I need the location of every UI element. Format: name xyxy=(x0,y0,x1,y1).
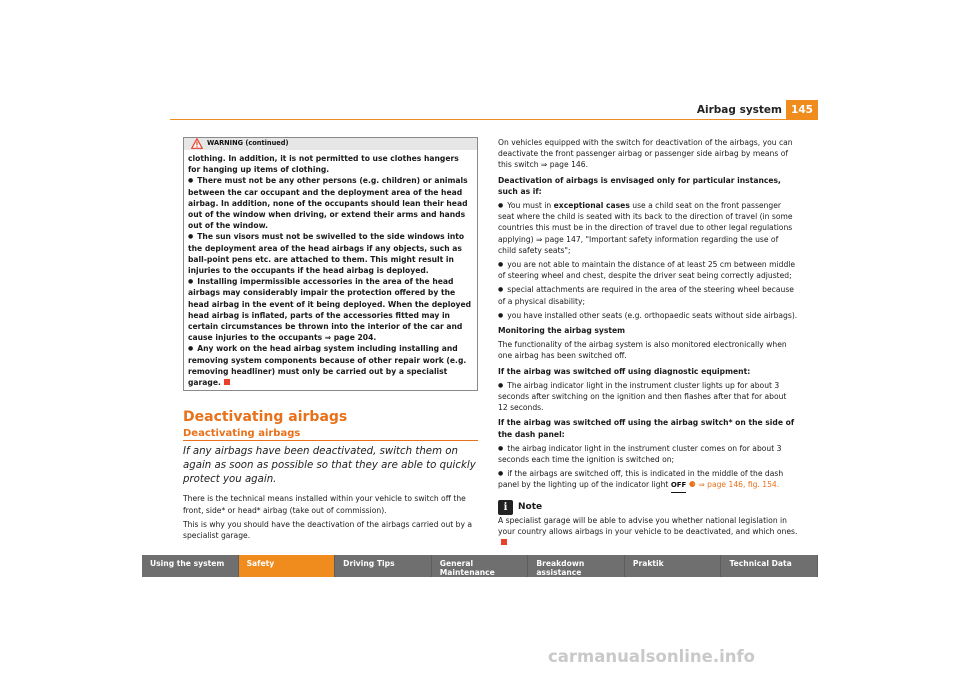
header-rule xyxy=(170,119,818,120)
bold-heading: If the airbag was switched off using diagnostic equipment: xyxy=(498,366,751,376)
list-item: ● you are not able to maintain the distance of at least 25 cm between middle of steering wheel and chest, despite the driver seat being correctly adjusted; xyxy=(498,259,798,281)
bold-heading: Monitoring the airbag system xyxy=(498,326,626,336)
list-item xyxy=(498,200,798,256)
list-item: ● the airbag indicator light in the instrument cluster comes on for about 3 seconds each time the ignition is switched on; xyxy=(498,443,798,465)
note-label: Note xyxy=(518,502,543,513)
footer-nav xyxy=(142,555,818,577)
note-paragraph xyxy=(498,515,798,549)
list-item xyxy=(498,468,798,492)
lead-text: If any airbags have been deactivated, switch them on again as soon as possible so that they are able to quickly protect you again. xyxy=(183,446,476,486)
body-paragraph: On vehicles equipped with the switch for deactivation of the airbags, you can deactivate the front passenger airbag or passenger side airbag by means of this switch ⇒ page 146. xyxy=(498,138,793,170)
airbag-off-indicator-icon: OFF xyxy=(671,480,687,492)
left-column xyxy=(183,137,478,544)
page-link[interactable]: ⇒ page 146, fig. 154. xyxy=(695,480,780,490)
body-paragraph: There is the technical means installed within your vehicle to switch off the front, side* or head* airbag (take out of commission). xyxy=(183,494,466,515)
right-column xyxy=(498,137,798,551)
warning-last-item xyxy=(188,343,472,388)
list-item: ● you have installed other seats (e.g. orthopaedic seats without side airbags). xyxy=(498,310,798,321)
warning-box xyxy=(183,137,478,391)
note-header xyxy=(498,500,798,515)
warning-title: WARNING (continued) xyxy=(207,139,289,147)
info-icon: i xyxy=(498,500,513,515)
chapter-title: Airbag system xyxy=(696,104,782,116)
list-item: ● The airbag indicator light in the instrument cluster lights up for about 3 seconds after switching on the ignition and then flashes after that for about 12 seconds. xyxy=(498,380,798,414)
tab-general-maintenance[interactable]: General Maintenance xyxy=(432,555,529,577)
list-item-text: if the airbags are switched off, this is indicated in the middle of the dash panel by the lighting up of the indicator light xyxy=(498,469,784,490)
end-mark-icon xyxy=(501,539,507,545)
body-paragraph: This is why you should have the deactivation of the airbags carried out by a specialist garage. xyxy=(183,519,473,541)
tab-technical-data[interactable]: Technical Data xyxy=(721,555,818,577)
tab-driving-tips[interactable]: Driving Tips xyxy=(335,555,432,577)
warning-bullet: ● Installing impermissible accessories in the area of the head airbags may considerably impair the protection offered by the head airbag in the event of it being deployed. When the deployed head airbag is inflated, parts of the accessories fitted may in certain circumstances be thrown into the interior of the car and cause injuries to the occupants ⇒ page 204. xyxy=(188,276,472,343)
subsection-title: Deactivating airbags xyxy=(183,428,478,441)
bold-heading: Deactivation of airbags is envisaged only for particular instances, such as if: xyxy=(498,175,781,196)
passenger-airbag-icon: ⚈ xyxy=(688,480,696,490)
watermark: carmanualsonline.info xyxy=(548,647,755,666)
emphasis-text: exceptional cases xyxy=(553,201,630,211)
body-paragraph: The functionality of the airbag system is also monitored electronically when one airbag has been switched off. xyxy=(498,340,787,361)
section-title: Deactivating airbags xyxy=(183,409,348,426)
bold-heading: If the airbag was switched off using the airbag switch* on the side of the dash panel: xyxy=(498,418,795,439)
tab-praktik[interactable]: Praktik xyxy=(625,555,722,577)
page-number: 145 xyxy=(786,100,818,120)
tab-breakdown-assistance[interactable]: Breakdown assistance xyxy=(528,555,625,577)
warning-intro: clothing. In addition, it is not permitted to use clothes hangers for hanging up items of clothing. xyxy=(188,154,459,175)
warning-bullet: ● The sun visors must not be swivelled to the side windows into the deployment area of the head airbags if any objects, such as ball-point pens etc. are attached to them. This might result in injuries to the occupants if the head airbag is deployed. xyxy=(188,231,472,276)
warning-triangle-icon xyxy=(191,138,203,149)
note-text: A specialist garage will be able to advise you whether national legislation in your country allows airbags in your vehicle to be deactivated, and which ones. xyxy=(498,515,798,536)
warning-bullet: ● There must not be any other persons (e.g. children) or animals between the car occupant and the deployment area of the head airbag. In addition, none of the occupants should lean their head out of the window when driving, or extend their arms and hands out of the window. xyxy=(188,175,472,231)
list-item-text: use a child seat on the front passenger seat where the child is seated with its back to the direction of travel (in some countries this must be in the direction of travel due to other legal regulations applying) ⇒ page 147, "Important safety information regarding the use of child safety seats"; xyxy=(498,201,793,255)
list-item-text: You must in xyxy=(507,201,554,211)
warning-bullet: ● Any work on the head airbag system including installing and removing system components because of other repair work (e.g. removing headliner) must only be carried out by a specialist garage. xyxy=(188,344,466,387)
warning-header xyxy=(184,138,477,150)
end-mark-icon xyxy=(224,379,230,385)
tab-safety[interactable]: Safety xyxy=(239,555,336,577)
page-header xyxy=(658,100,818,120)
tab-using-the-system[interactable]: Using the system xyxy=(142,555,239,577)
list-item: ● special attachments are required in the area of the steering wheel because of a physical disability; xyxy=(498,284,798,306)
